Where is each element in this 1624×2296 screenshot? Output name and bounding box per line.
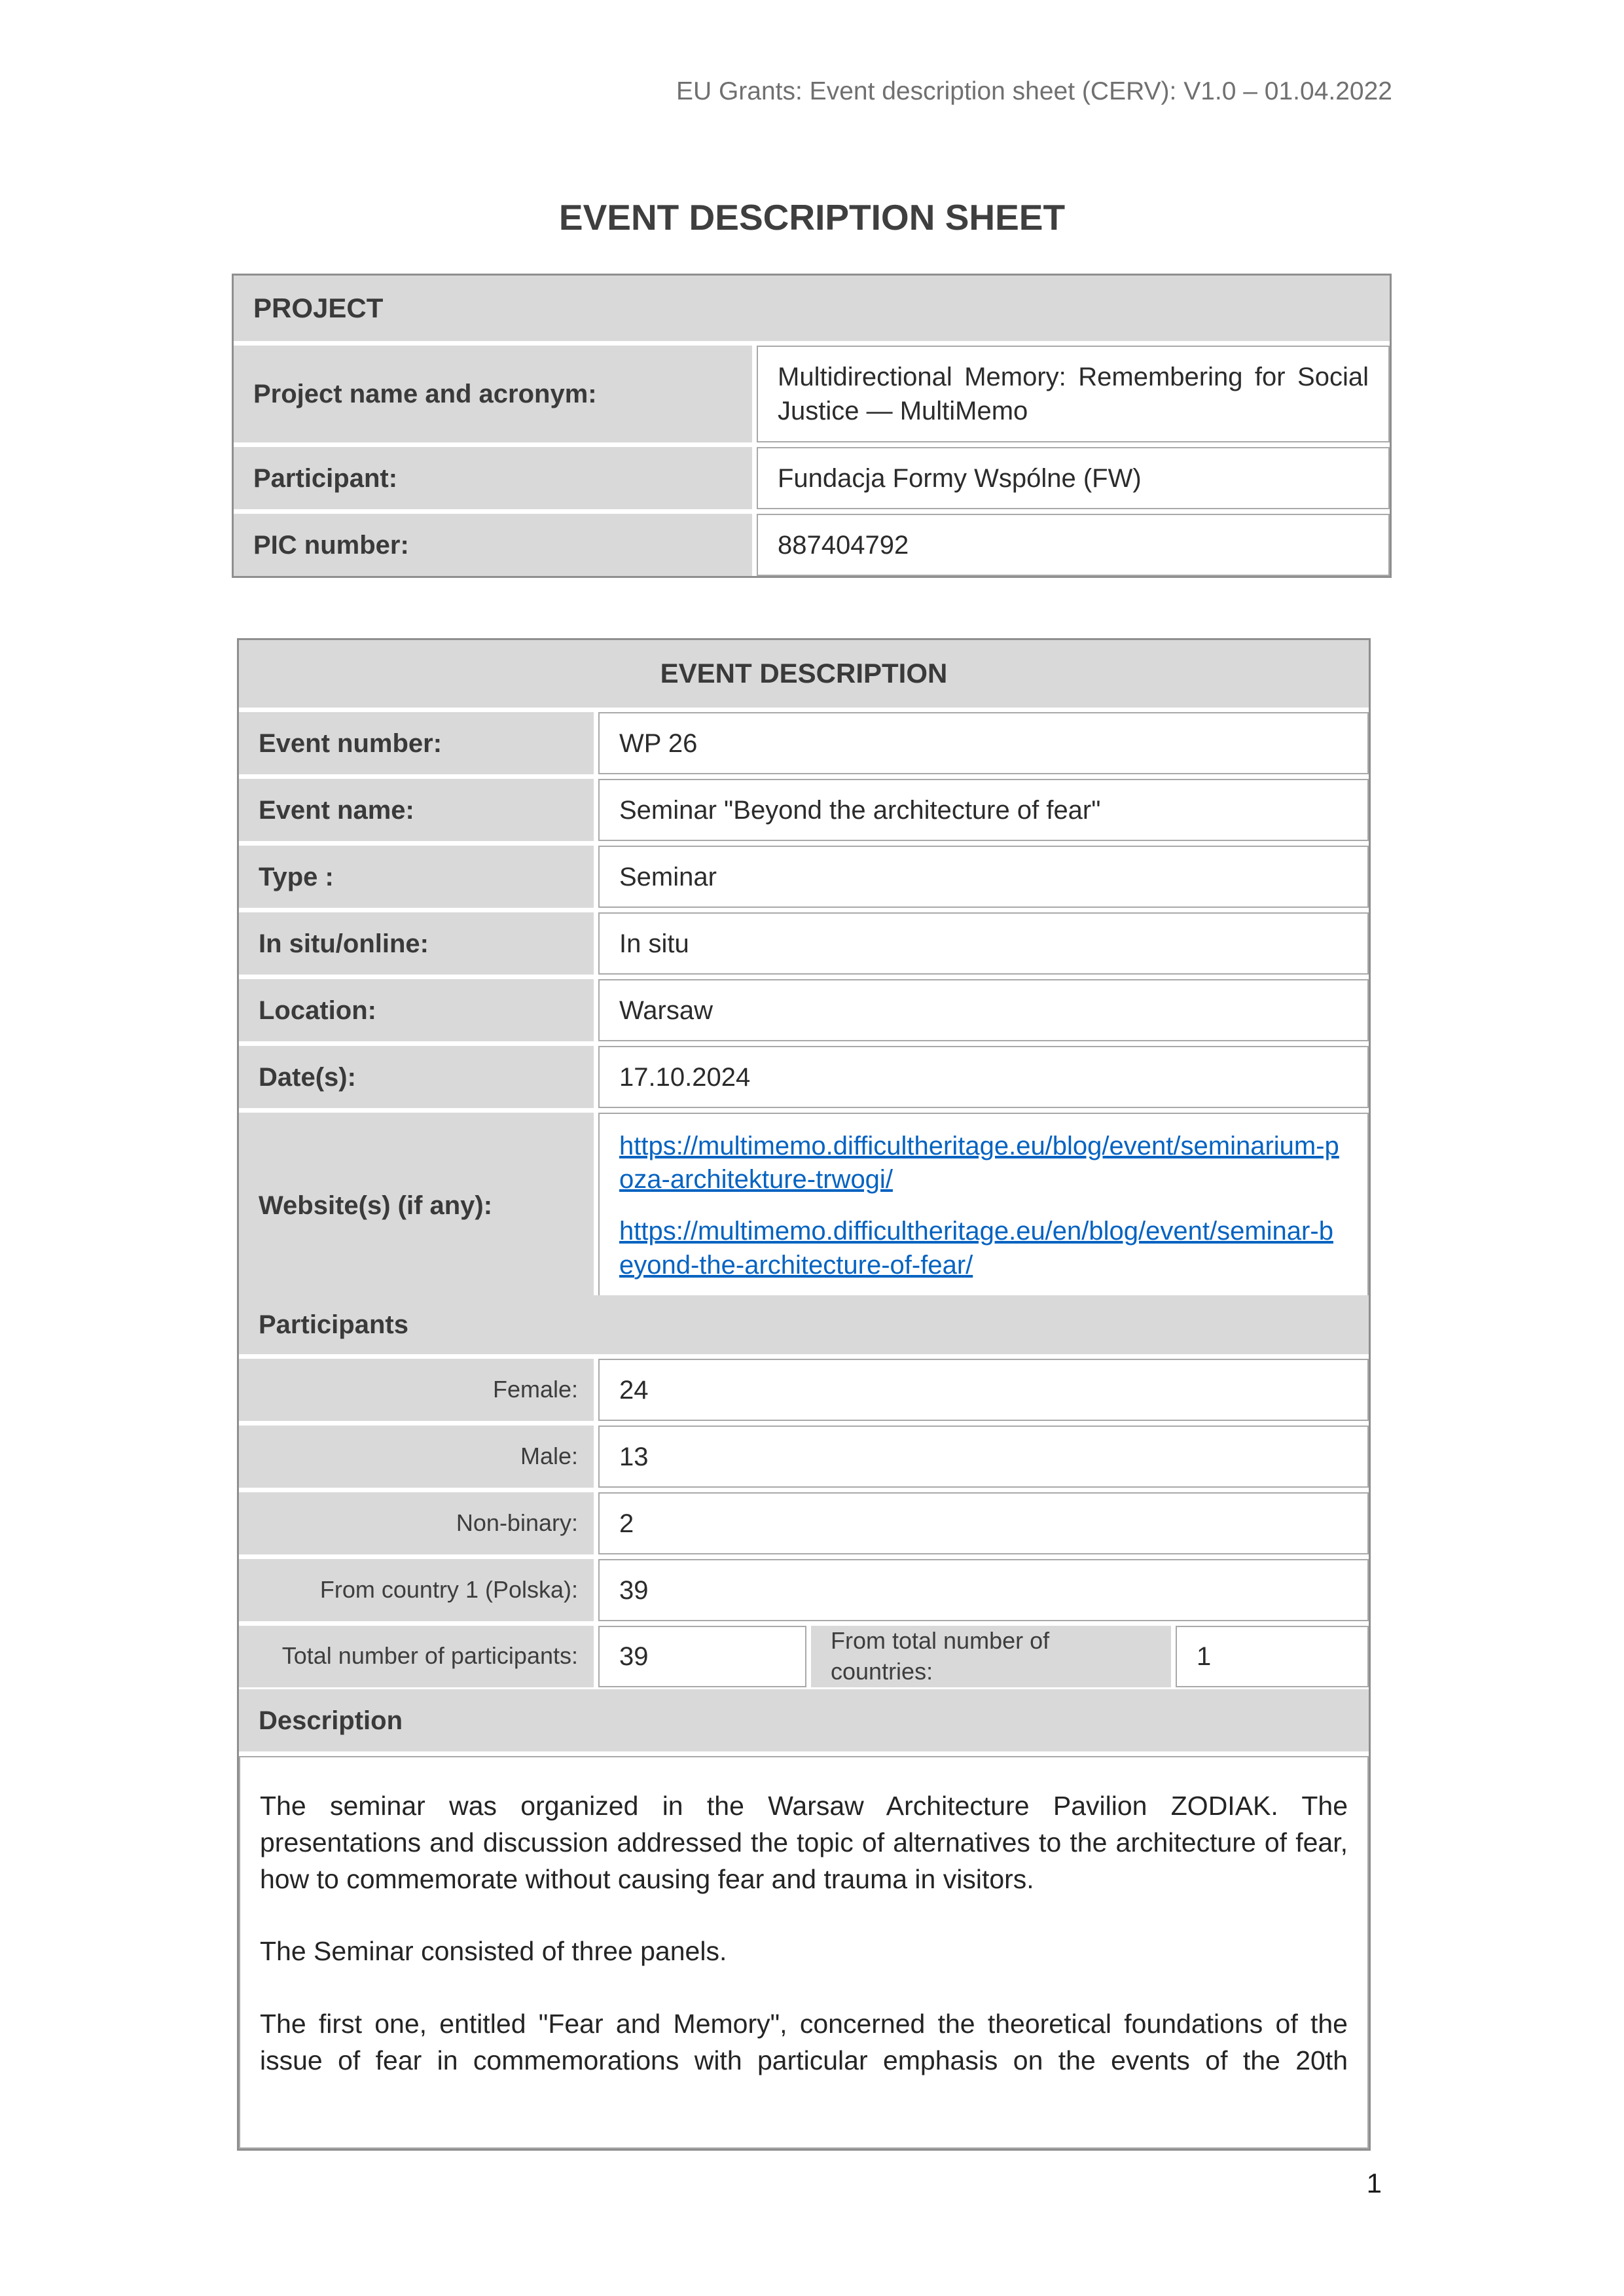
row-label: Project name and acronym: — [234, 346, 752, 442]
description-cell — [239, 1756, 1369, 2149]
table-row — [239, 1046, 1369, 1108]
project-header-row — [234, 276, 1390, 341]
row-value: Fundacja Formy Wspólne (FW) — [757, 447, 1390, 509]
row-label: Event name: — [239, 779, 594, 841]
websites-row — [239, 1113, 1369, 1291]
description-paragraph: The first one, entitled "Fear and Memory", concerned the theoretical foundations of the issue of fear in commemorations with particular emphasis on the events of the 20th — [260, 2008, 1348, 2075]
row-value: 13 — [598, 1426, 1369, 1488]
row-value: 39 — [598, 1559, 1369, 1621]
table-row — [239, 779, 1369, 841]
row-value: 17.10.2024 — [598, 1046, 1369, 1108]
row-label: Female: — [239, 1359, 594, 1421]
row-label: Participant: — [234, 447, 752, 509]
row-label: Date(s): — [239, 1046, 594, 1108]
table-row — [239, 846, 1369, 908]
running-header: EU Grants: Event description sheet (CERV): V1.0 – 01.04.2022 — [676, 77, 1392, 105]
project-header: PROJECT — [234, 276, 1390, 341]
row-value: 2 — [598, 1492, 1369, 1554]
participants-header-row — [239, 1295, 1369, 1354]
page-number: 1 — [1366, 2168, 1382, 2198]
total-countries-value: 1 — [1176, 1626, 1369, 1687]
participants-header: Participants — [239, 1295, 1369, 1354]
participants-total-row — [239, 1626, 1369, 1685]
event-header-row — [239, 640, 1369, 708]
project-name-value: Multidirectional Memory: Remembering for Social Justice — MultiMemo — [778, 363, 1369, 425]
row-label: Type : — [239, 846, 594, 908]
row-label: Event number: — [239, 712, 594, 774]
total-countries-label: From total number of countries: — [811, 1626, 1171, 1687]
row-value: 24 — [598, 1359, 1369, 1421]
row-value: Warsaw — [598, 979, 1369, 1041]
description-header: Description — [239, 1689, 1369, 1751]
table-row — [239, 1492, 1369, 1554]
project-table — [232, 274, 1392, 578]
table-row — [234, 447, 1390, 509]
websites-cell — [598, 1113, 1369, 1299]
table-row — [239, 712, 1369, 774]
table-row — [239, 1359, 1369, 1421]
table-row — [239, 1426, 1369, 1488]
row-label: Male: — [239, 1426, 594, 1488]
row-label: In situ/online: — [239, 912, 594, 975]
row-label: PIC number: — [234, 514, 752, 576]
row-label: Location: — [239, 979, 594, 1041]
row-value: In situ — [598, 912, 1369, 975]
row-label: From country 1 (Polska): — [239, 1559, 594, 1621]
table-row — [239, 912, 1369, 975]
description-body-row — [239, 1756, 1369, 2149]
table-row — [239, 1559, 1369, 1621]
website-link-2[interactable]: https://multimemo.difficultheritage.eu/en/blog/event/seminar-beyond-the-architecture-of-fear/ — [619, 1217, 1333, 1280]
row-value: 887404792 — [757, 514, 1390, 576]
page-title: EVENT DESCRIPTION SHEET — [558, 197, 1066, 238]
row-label: Non-binary: — [239, 1492, 594, 1554]
total-participants-label: Total number of participants: — [239, 1626, 594, 1687]
total-participants-value: 39 — [598, 1626, 806, 1687]
event-header: EVENT DESCRIPTION — [239, 640, 1369, 708]
event-description-table — [237, 638, 1371, 2151]
description-header-row — [239, 1689, 1369, 1751]
row-value — [757, 346, 1390, 442]
description-paragraph: The seminar was organized in the Warsaw Architecture Pavilion ZODIAK. The presentations and discussion addressed the topic of alternatives to the architecture of fear, how to commemorate without causing fear and trauma in visitors. — [260, 1791, 1348, 1895]
table-row — [239, 979, 1369, 1041]
table-row — [234, 346, 1390, 442]
website-link-1[interactable]: https://multimemo.difficultheritage.eu/blog/event/seminarium-poza-architekture-trwogi/ — [619, 1132, 1339, 1194]
row-value: WP 26 — [598, 712, 1369, 774]
row-value: Seminar "Beyond the architecture of fear" — [598, 779, 1369, 841]
table-row — [234, 514, 1390, 576]
row-label: Website(s) (if any): — [239, 1113, 594, 1299]
description-paragraph: The Seminar consisted of three panels. — [260, 1936, 727, 1967]
row-value: Seminar — [598, 846, 1369, 908]
